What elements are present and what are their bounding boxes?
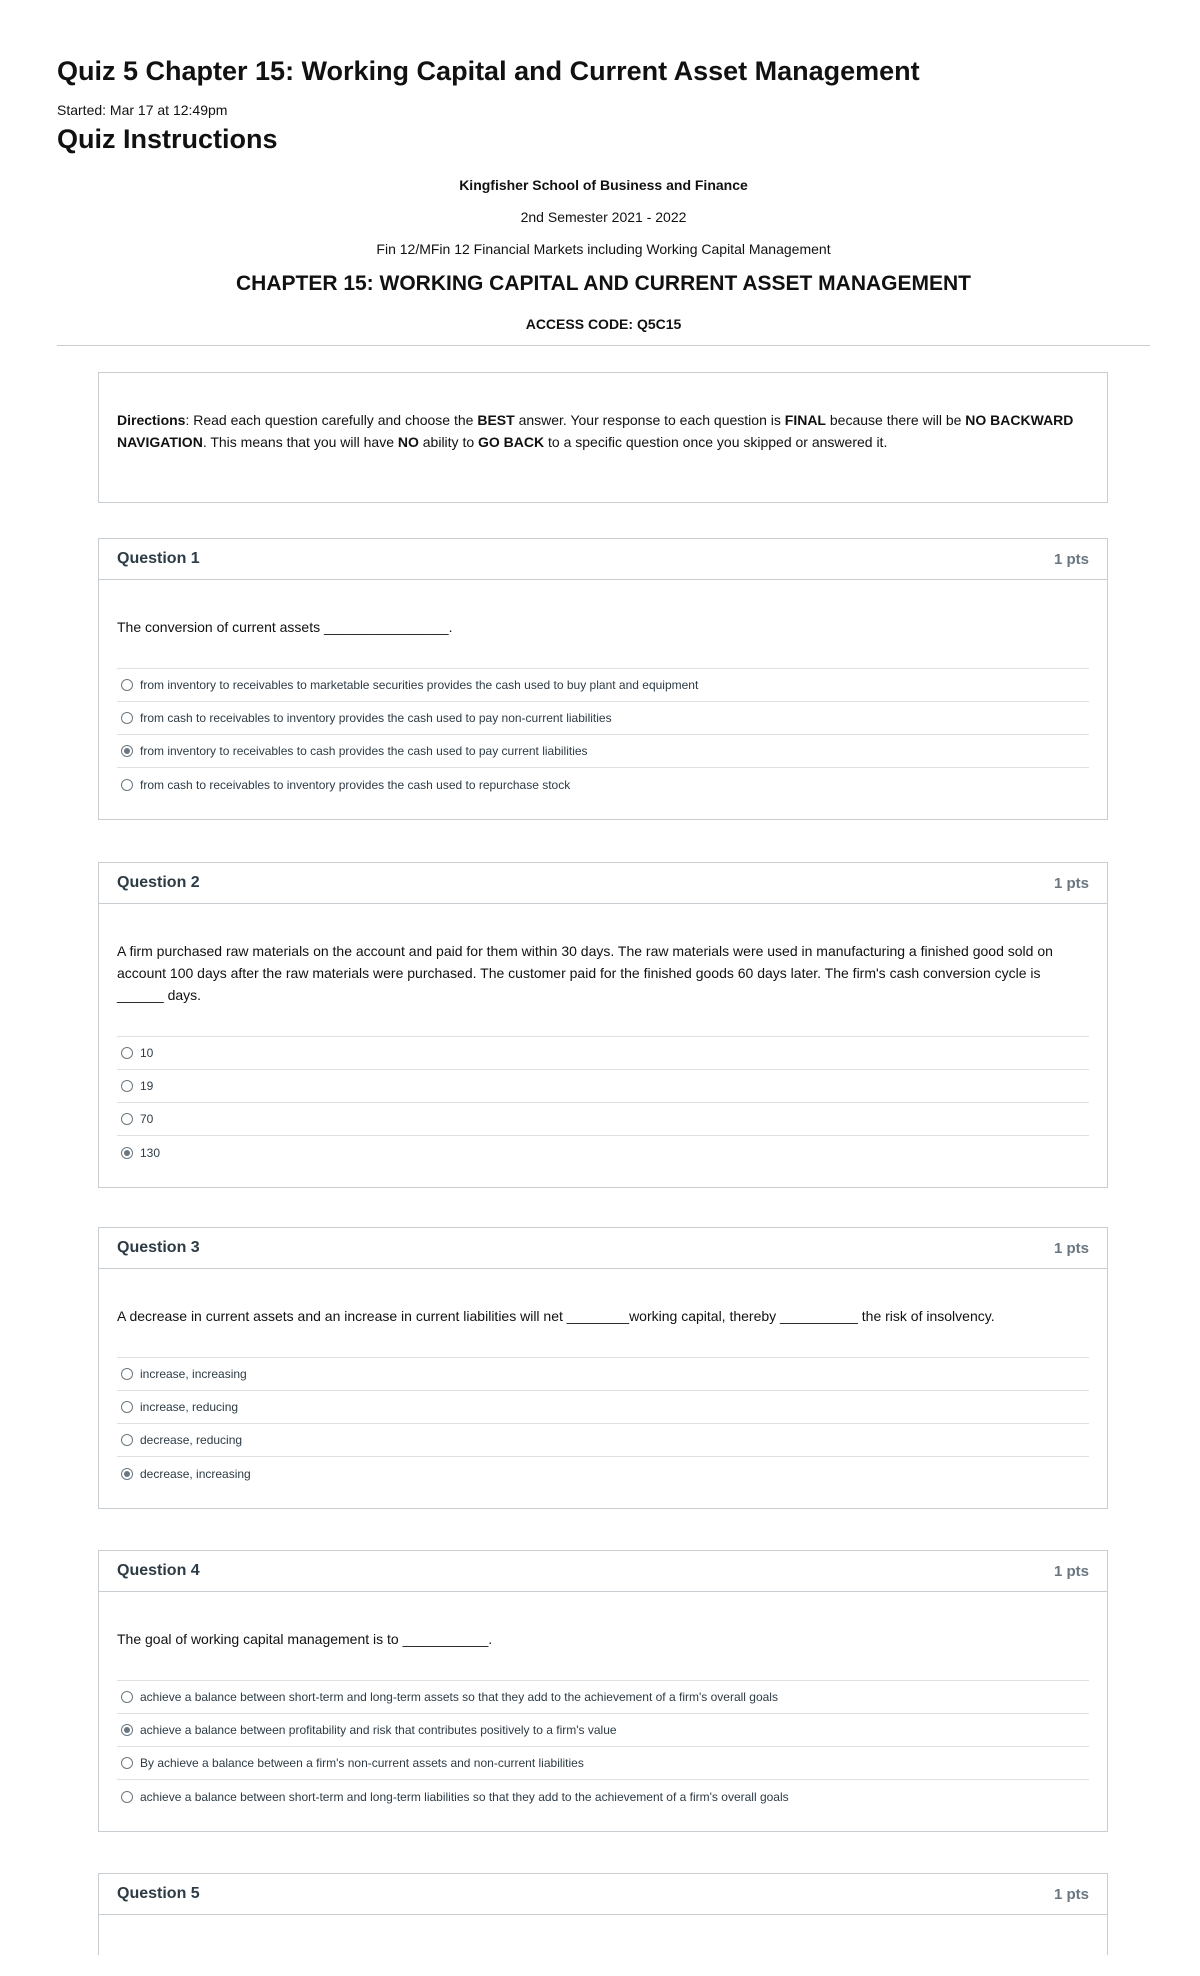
directions-label: Directions	[117, 412, 186, 428]
answer-label: decrease, increasing	[140, 1466, 251, 1481]
radio-button[interactable]	[121, 1791, 133, 1803]
directions-emphasis: GO BACK	[478, 434, 545, 450]
question-text: A decrease in current assets and an increase in current liabilities will net ________working capital, thereby __________ the risk of insolvency.	[117, 1308, 995, 1324]
directions-text: because there will be	[825, 412, 966, 428]
divider	[57, 345, 1150, 346]
question-points: 1 pts	[1053, 1239, 1089, 1257]
answer-option[interactable]	[117, 1747, 1089, 1780]
answer-option[interactable]	[117, 702, 1089, 735]
radio-button[interactable]	[121, 1113, 133, 1125]
question-header	[99, 863, 1107, 904]
answer-label: decrease, reducing	[140, 1433, 243, 1447]
question-header	[99, 1228, 1107, 1269]
question-4	[98, 1550, 1108, 1832]
radio-button[interactable]	[121, 1080, 133, 1092]
radio-button[interactable]	[121, 1757, 133, 1769]
answer-label: achieve a balance between short-term and long-term liabilities so that they add to the achievement of a firm's overall goals	[140, 1789, 789, 1804]
question-title: Question 1	[117, 550, 200, 567]
radio-button[interactable]	[121, 1434, 133, 1446]
question-points: 1 pts	[1053, 1562, 1089, 1580]
answer-list	[117, 1357, 1089, 1490]
answer-label: from cash to receivables to inventory provides the cash used to pay non-current liabilities	[140, 711, 612, 725]
directions-text: answer. Your response to each question is	[514, 412, 785, 428]
question-text: The goal of working capital management is to ___________.	[117, 1631, 493, 1647]
question-points: 1 pts	[1053, 550, 1089, 568]
question-3	[98, 1227, 1108, 1509]
answer-option[interactable]	[117, 735, 1089, 768]
radio-button-selected[interactable]	[121, 745, 133, 757]
radio-button-selected[interactable]	[121, 1147, 133, 1159]
question-points: 1 pts	[1053, 874, 1089, 892]
answer-option[interactable]	[117, 1714, 1089, 1747]
answer-option[interactable]	[117, 669, 1089, 702]
question-1	[98, 538, 1108, 820]
answer-option[interactable]	[117, 1358, 1089, 1391]
answer-list	[117, 1680, 1089, 1813]
question-header	[99, 539, 1107, 580]
semester: 2nd Semester 2021 - 2022	[520, 209, 687, 225]
radio-button[interactable]	[121, 679, 133, 691]
answer-option[interactable]	[117, 1070, 1089, 1103]
answer-label: 70	[140, 1112, 154, 1126]
radio-button[interactable]	[121, 712, 133, 724]
answer-label: from inventory to receivables to cash provides the cash used to pay current liabilities	[140, 744, 588, 758]
radio-button[interactable]	[121, 779, 133, 791]
radio-button[interactable]	[121, 1047, 133, 1059]
directions-text: to a specific question once you skipped or answered it.	[544, 434, 888, 450]
access-code: ACCESS CODE: Q5C15	[525, 316, 682, 332]
answer-label: increase, increasing	[140, 1367, 247, 1381]
answer-label: By achieve a balance between a firm's non-current assets and non-current liabilities	[140, 1756, 584, 1770]
chapter-title: CHAPTER 15: WORKING CAPITAL AND CURRENT ASSET MANAGEMENT	[235, 272, 971, 295]
answer-option[interactable]	[117, 1780, 1089, 1813]
question-header	[99, 1874, 1107, 1915]
instructions-title: Quiz Instructions	[57, 124, 278, 154]
radio-button-selected[interactable]	[121, 1724, 133, 1736]
question-title: Question 2	[117, 874, 200, 891]
question-text: A firm purchased raw materials on the account and paid for them within 30 days. The raw materials were used in manufacturing a finished good sold on account 100 days after the raw materials were purchased. The customer paid for the finished goods 60 days later. The firm's cash conversion cycle is ______ days.	[117, 943, 1053, 1003]
directions-text: : Read each question carefully and choose the	[185, 412, 478, 428]
question-header	[99, 1551, 1107, 1592]
question-body	[99, 580, 1107, 819]
page-title: Quiz 5 Chapter 15: Working Capital and Current Asset Management	[57, 56, 920, 86]
radio-button[interactable]	[121, 1691, 133, 1703]
question-2	[98, 862, 1108, 1188]
answer-option[interactable]	[117, 1681, 1089, 1714]
radio-button[interactable]	[121, 1368, 133, 1380]
directions-emphasis: BEST	[477, 412, 515, 428]
answer-option[interactable]	[117, 1037, 1089, 1070]
radio-button-selected[interactable]	[121, 1468, 133, 1480]
radio-button[interactable]	[121, 1401, 133, 1413]
answer-list	[117, 1036, 1089, 1169]
started-timestamp: Started: Mar 17 at 12:49pm	[57, 102, 228, 118]
answer-label: increase, reducing	[140, 1400, 239, 1414]
question-body	[99, 1592, 1107, 1831]
directions-text: ability to	[418, 434, 479, 450]
answer-label: from cash to receivables to inventory provides the cash used to repurchase stock	[140, 777, 571, 792]
answer-option[interactable]	[117, 1424, 1089, 1457]
question-5	[98, 1873, 1108, 1955]
answer-label: achieve a balance between short-term and long-term assets so that they add to the achievement of a firm's overall goals	[140, 1690, 778, 1704]
answer-option[interactable]	[117, 1103, 1089, 1136]
question-title: Question 5	[117, 1885, 200, 1902]
question-title: Question 4	[117, 1562, 200, 1579]
directions-text: . This means that you will have	[202, 434, 398, 450]
question-points: 1 pts	[1053, 1885, 1089, 1903]
answer-label: achieve a balance between profitability and risk that contributes positively to a firm's value	[140, 1723, 617, 1737]
question-body	[99, 1269, 1107, 1508]
question-title: Question 3	[117, 1239, 200, 1256]
answer-option[interactable]	[117, 1457, 1089, 1490]
directions-emphasis: NO	[397, 434, 419, 450]
answer-option[interactable]	[117, 1391, 1089, 1424]
answer-label: 130	[140, 1145, 161, 1160]
question-text: The conversion of current assets ________________.	[117, 619, 453, 635]
answer-list	[117, 668, 1089, 801]
answer-label: 19	[140, 1079, 154, 1093]
school-name: Kingfisher School of Business and Finance	[459, 177, 748, 193]
directions-box	[98, 372, 1108, 503]
answer-label: from inventory to receivables to marketable securities provides the cash used to buy plant and equipment	[140, 678, 699, 692]
directions-emphasis: NO BACKWARD NAVIGATION	[117, 412, 1074, 450]
question-body	[99, 904, 1107, 1187]
answer-option[interactable]	[117, 1136, 1089, 1169]
course-name: Fin 12/MFin 12 Financial Markets including Working Capital Management	[376, 241, 831, 257]
answer-label: 10	[140, 1046, 154, 1060]
directions-emphasis: FINAL	[784, 412, 826, 428]
answer-option[interactable]	[117, 768, 1089, 801]
